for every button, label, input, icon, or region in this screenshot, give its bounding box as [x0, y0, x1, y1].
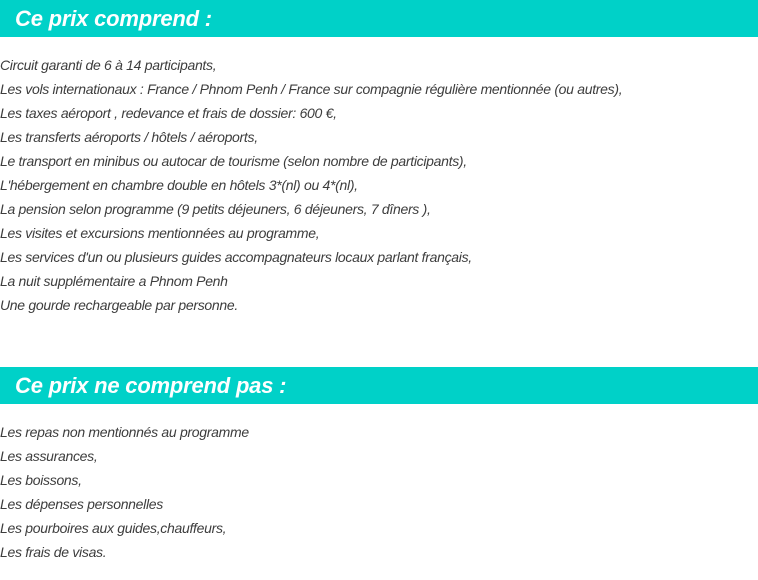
included-item: Les services d'un ou plusieurs guides accompagnateurs locaux parlant français,	[0, 249, 472, 265]
included-items-list	[0, 53, 758, 317]
included-item: Les transferts aéroports / hôtels / aéroports,	[0, 129, 258, 145]
included-item: La pension selon programme (9 petits déjeuners, 6 déjeuners, 7 dîners ),	[0, 201, 431, 217]
excluded-item: Les boissons,	[0, 472, 82, 488]
included-item: Les taxes aéroport , redevance et frais de dossier: 600 €,	[0, 105, 337, 121]
excluded-section-title: Ce prix ne comprend pas :	[15, 373, 287, 398]
excluded-item: Les frais de visas.	[0, 544, 107, 560]
included-item: Circuit garanti de 6 à 14 participants,	[0, 57, 217, 73]
excluded-items-list	[0, 420, 758, 564]
included-item: Les vols internationaux : France / Phnom Penh / France sur compagnie régulière mentionnée (ou autres),	[0, 81, 623, 97]
included-item: La nuit supplémentaire a Phnom Penh	[0, 273, 228, 289]
included-item: Le transport en minibus ou autocar de tourisme (selon nombre de participants),	[0, 153, 467, 169]
excluded-section-header	[0, 367, 758, 404]
excluded-item: Les repas non mentionnés au programme	[0, 424, 249, 440]
included-item: Une gourde rechargeable par personne.	[0, 297, 238, 313]
included-section-title: Ce prix comprend :	[15, 6, 212, 31]
included-item: L'hébergement en chambre double en hôtels 3*(nl) ou 4*(nl),	[0, 177, 358, 193]
included-section-header	[0, 0, 758, 37]
included-item: Les visites et excursions mentionnées au programme,	[0, 225, 320, 241]
excluded-item: Les assurances,	[0, 448, 98, 464]
excluded-item: Les pourboires aux guides,chauffeurs,	[0, 520, 227, 536]
excluded-item: Les dépenses personnelles	[0, 496, 163, 512]
